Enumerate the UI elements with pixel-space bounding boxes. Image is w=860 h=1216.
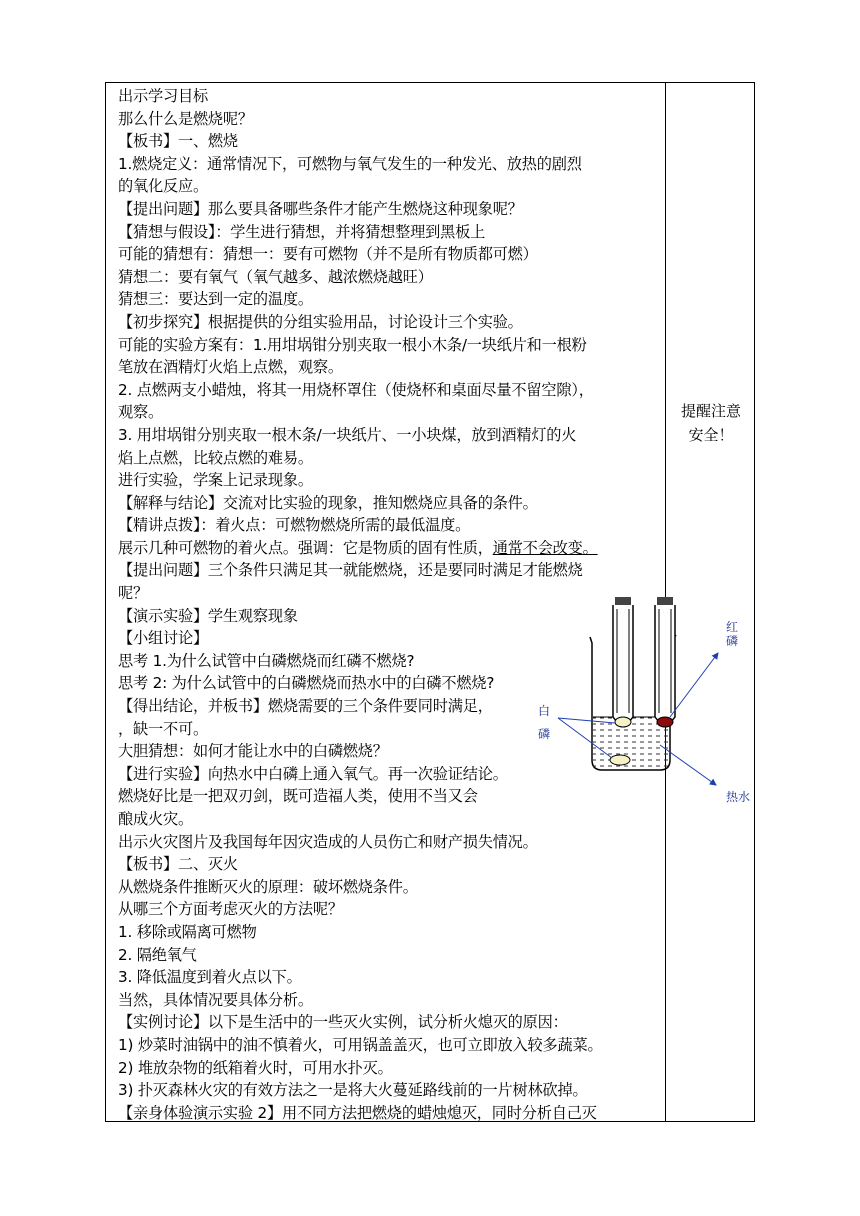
text-line: 【精讲点拨】：着火点：可燃物燃烧所需的最低温度。	[118, 516, 471, 535]
text-line: 1) 炒菜时油锅中的油不慎着火，可用锅盖盖灭，也可立即放入较多蔬菜。	[118, 1035, 603, 1054]
text-line: 进行实验，学案上记录现象。	[118, 471, 313, 490]
text-line: 1.燃烧定义：通常情况下，可燃物与氧气发生的一种发光、放热的剧烈	[118, 154, 582, 173]
test-tube-right	[655, 597, 675, 724]
text-line: 呢？	[118, 584, 148, 603]
text-line: 猜想二：要有氧气（氧气越多、越浓燃烧越旺）	[118, 267, 433, 286]
text-line: 【提出问题】那么要具备哪些条件才能产生燃烧这种现象呢？	[118, 199, 523, 218]
text-line: 3) 扑灭森林火灾的有效方法之一是将大火蔓延路线前的一片树林砍掉。	[118, 1081, 588, 1100]
label-white-2: 磷	[538, 727, 551, 741]
text-line: 可能的实验方案有：1.用坩埚钳分别夹取一根小木条/一块纸片和一根粉	[118, 335, 587, 354]
text-line: 出示火灾图片及我国每年因灾造成的人员伤亡和财产损失情况。	[118, 832, 538, 851]
label-red-1: 红	[726, 620, 739, 634]
side-note-line-2: 安全！	[688, 426, 734, 444]
text-line: 观察。	[118, 403, 163, 422]
arrow-red	[670, 653, 718, 717]
text-line: 那么什么是燃烧呢？	[118, 109, 253, 128]
label-hot-water: 热水	[726, 790, 751, 804]
red-phosphorus	[657, 717, 673, 727]
text-line: 出示学习目标	[118, 87, 208, 105]
text-line: 3. 降低温度到着火点以下。	[118, 968, 302, 987]
text-line: 2. 隔绝氧气	[118, 945, 197, 964]
experiment-figure	[520, 595, 760, 810]
text-line: 【猜想与假设】：学生进行猜想，并将猜想整理到黑板上	[118, 222, 486, 241]
text-line: 猜想三：要达到一定的温度。	[118, 290, 313, 309]
hot-water	[593, 717, 669, 769]
label-white-1: 白	[538, 704, 551, 718]
text-line: 3. 用坩埚钳分别夹取一根木条/一块纸片、一小块煤，放到酒精灯的火	[118, 425, 577, 444]
text-line: 【提出问题】三个条件只满足其一就能燃烧，还是要同时满足才能燃烧	[118, 561, 583, 580]
text-line: 【解释与结论】交流对比实验的现象，推知燃烧应具备的条件。	[118, 493, 538, 512]
text-line: 【板书】一、燃烧	[118, 132, 238, 151]
text-line: 展示几种可燃物的着火点。强调：它是物质的固有性质，通常不会改变。	[118, 538, 598, 557]
text-line: 【实例讨论】以下是生活中的一些灭火实例，试分析火熄灭的原因：	[118, 1013, 568, 1032]
text-line: 思考 2: 为什么试管中的白磷燃烧而热水中的白磷不燃烧?	[118, 674, 495, 693]
side-note-line-1: 提醒注意	[680, 402, 741, 420]
text-line: ，缺一不可。	[118, 719, 208, 738]
text-line: 思考 1.为什么试管中白磷燃烧而红磷不燃烧?	[118, 651, 415, 670]
white-phosphorus-tube	[615, 717, 631, 727]
text-line: 的氧化反应。	[118, 177, 208, 196]
side-note	[666, 399, 756, 447]
text-line: 焰上点燃，比较点燃的难易。	[118, 448, 313, 467]
white-phosphorus-water	[610, 755, 630, 765]
label-red-2: 磷	[726, 634, 739, 648]
text-line: 可能的猜想有：猜想一：要有可燃物（并不是所有物质都可燃）	[118, 245, 538, 264]
text-line: 【进行实验】向热水中白磷上通入氧气。再一次验证结论。	[118, 764, 508, 783]
text-line: 酿成火灾。	[118, 810, 193, 828]
text-line: 【初步探究】根据提供的分组实验用品，讨论设计三个实验。	[118, 312, 523, 331]
test-tube-left	[613, 597, 633, 724]
text-line: 从哪三个方面考虑灭火的方法呢？	[118, 900, 343, 919]
text-line: 【亲身体验演示实验 2】用不同方法把燃烧的蜡烛熄灭，同时分析自己灭	[118, 1103, 597, 1122]
text-line: 【板书】二、灭火	[118, 855, 238, 874]
text-line: 燃烧好比是一把双刃剑，既可造福人类，使用不当又会	[118, 787, 478, 806]
text-line: 当然，具体情况要具体分析。	[118, 990, 313, 1009]
text-line: 【小组讨论】	[118, 629, 208, 648]
text-line: 笔放在酒精灯火焰上点燃，观察。	[118, 358, 343, 377]
text-line: 2) 堆放杂物的纸箱着火时，可用水扑灭。	[118, 1058, 393, 1077]
text-line: 大胆猜想：如何才能让水中的白磷燃烧？	[118, 742, 388, 761]
text-line: 【演示实验】学生观察现象	[118, 606, 298, 625]
text-line: 【得出结论，并板书】燃烧需要的三个条件要同时满足，	[118, 697, 493, 716]
underlined-emphasis: 通常不会改变。	[492, 538, 598, 557]
text-line: 从燃烧条件推断灭火的原理：破坏燃烧条件。	[118, 877, 418, 896]
text-line: 2. 点燃两支小蜡烛，将其一用烧杯罩住（使烧杯和桌面尽量不留空隙），	[118, 380, 594, 399]
text-line: 1. 移除或隔离可燃物	[118, 922, 257, 941]
